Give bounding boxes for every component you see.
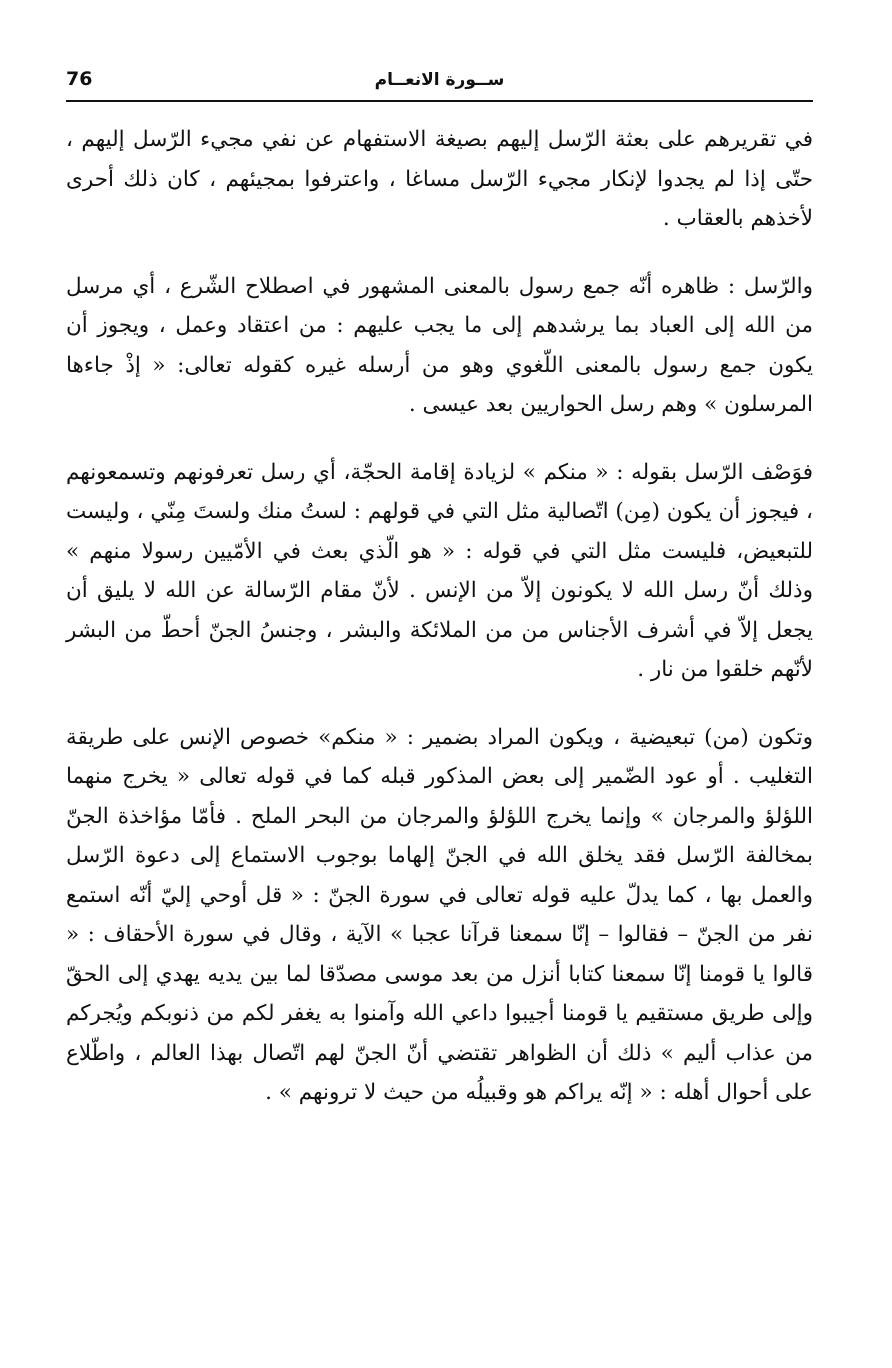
paragraph: فوَصْف الرّسل بقوله : « منكم » لزيادة إقامة الحجّة، أي رسل تعرفونهم وتسمعونهم ، فيجوز أن يكون (مِن) اتّصالية مثل التي في قولهم : لستُ منك ولستَ مِنّي ، وليست للتبعيض، فليست مثل التي في قوله : « هو الّذي بعث في الأمّيين رسولا منهم » وذلك أنّ رسل الله لا يكونون إلاّ من الإنس . لأنّ مقام الرّسالة عن الله لا يليق أن يجعل إلاّ في أشرف الأجناس من من الملائكة والبشر ، وجنسُ الجنّ أحطّ من البشر لأنّهم خلقوا من نار . bbox=[66, 459, 813, 682]
running-title: ســورة الانعــام bbox=[374, 70, 505, 90]
paragraph: والرّسل : ظاهره أنّه جمع رسول بالمعنى المشهور في اصطلاح الشّرع ، أي مرسل من الله إلى العباد بما يرشدهم إلى ما يجب عليهم : من اعتقاد وعمل ، ويجوز أن يكون جمع رسول بالمعنى اللّغوي وهو من أرسله غيره كقوله تعالى: « إذْ جاءها المرسلون » وهم رسل الحواريين بعد عيسى . bbox=[66, 273, 813, 417]
page-body bbox=[66, 120, 813, 1113]
paragraph: وتكون (من) تبعيضية ، ويكون المراد بضمير : « منكم» خصوص الإنس على طريقة التغليب . أو عود الضّمير إلى بعض المذكور قبله كما في قوله تعالى « يخرج منهما اللؤلؤ والمرجان » وإنما يخرج اللؤلؤ والمرجان من البحر الملح . فأمّا مؤاخذة الجنّ بمخالفة الرّسل فقد يخلق الله في الجنّ إلهاما بوجوب الاستماع إلى دعوة الرّسل والعمل بها ، كما يدلّ عليه قوله تعالى في سورة الجنّ : « قل أوحي إليّ أنّه استمع نفر من الجنّ – فقالوا – إنّا سمعنا قرآنا عجبا » الآية ، وقال في سورة الأحقاف : « قالوا يا قومنا إنّا سمعنا كتابا أنزل من بعد موسى مصدّقا لما بين يديه يهدي إلى الحقّ وإلى طريق مستقيم يا قومنا أجيبوا داعي الله وآمنوا به يغفر لكم من ذنوبكم ويُجركم من عذاب أليم » ذلك أن الظواهر تقتضي أنّ الجنّ لهم اتّصال بهذا العالم ، واطّلاع على أحوال أهله : « إنّه يراكم هو وقبيلُه من حيث لا ترونهم » . bbox=[66, 724, 813, 1105]
page-header bbox=[66, 60, 813, 104]
paragraph: في تقريرهم على بعثة الرّسل إليهم بصيغة الاستفهام عن نفي مجيء الرّسل إليهم ، حتّى إذا لم يجدوا لإنكار مجيء الرّسل مساغا ، واعترفوا بمجيئهم ، كان ذلك أحرى لأخذهم بالعقاب . bbox=[66, 127, 813, 231]
header-rule bbox=[66, 100, 813, 102]
page-number: 76 bbox=[66, 68, 93, 90]
